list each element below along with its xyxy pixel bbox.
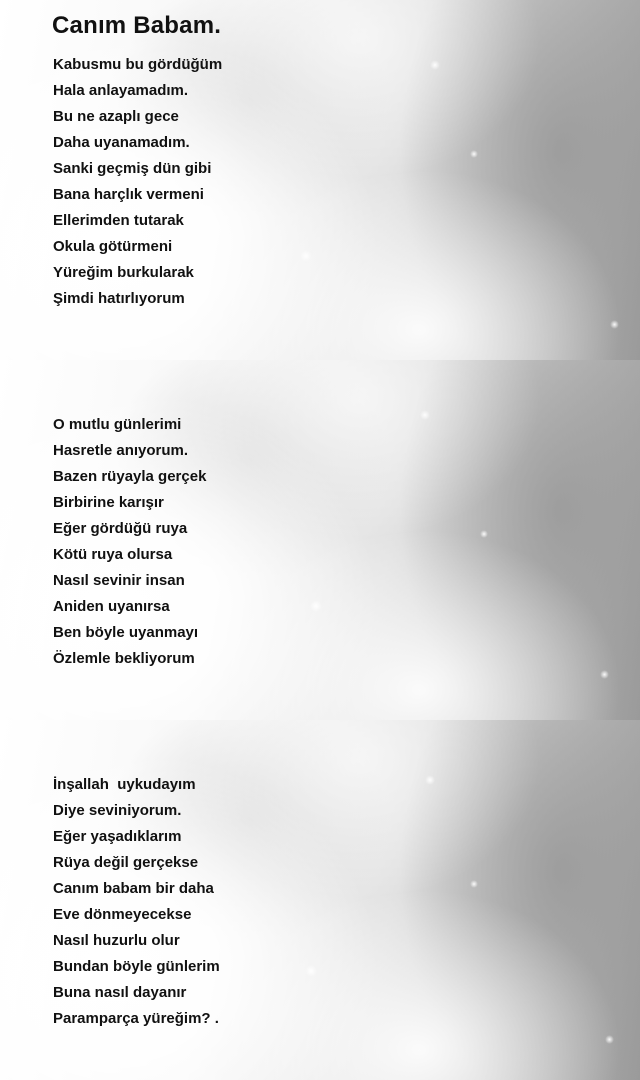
bokeh-light — [300, 250, 312, 262]
poem-line: Okula götürmeni — [53, 238, 173, 255]
poem-line: Nasıl sevinir insan — [53, 572, 185, 589]
bokeh-light — [470, 880, 478, 888]
poem-line: O mutlu günlerimi — [53, 416, 182, 433]
poem-panel-3 — [0, 720, 640, 1080]
poem-line: Ben böyle uyanmayı — [53, 624, 199, 641]
bokeh-light — [480, 530, 488, 538]
poem-line: Hasretle anıyorum. — [53, 442, 189, 459]
poem-line: Ellerimden tutarak — [53, 212, 184, 229]
poem-line: Bana harçlık vermeni — [53, 186, 204, 203]
poem-line: Paramparça yüreğim? . — [53, 1010, 219, 1027]
bokeh-light — [420, 410, 430, 420]
bokeh-light — [610, 320, 619, 329]
stanza-2 — [53, 412, 206, 672]
poem-line: Buna nasıl dayanır — [53, 984, 187, 1001]
bokeh-light — [310, 600, 322, 612]
bokeh-light — [470, 150, 478, 158]
poem-line: İnşallah uykudayım — [53, 776, 196, 793]
bokeh-light — [305, 965, 317, 977]
poem-line: Diye seviniyorum. — [53, 802, 182, 819]
poem-line: Eve dönmeyecekse — [53, 906, 192, 923]
bokeh-light — [425, 775, 435, 785]
poem-panel-2 — [0, 360, 640, 720]
poem-line: Bundan böyle günlerim — [53, 958, 220, 975]
bokeh-light — [430, 60, 440, 70]
poem-line: Bu ne azaplı gece — [53, 108, 179, 125]
poem-line: Bazen rüyayla gerçek — [53, 468, 207, 485]
poem-line: Aniden uyanırsa — [53, 598, 170, 615]
poem-line: Eğer gördüğü ruya — [53, 520, 188, 537]
poem-panel-1 — [0, 0, 640, 360]
poem-line: Daha uyanamadım. — [53, 134, 190, 151]
poem-line: Eğer yaşadıklarım — [53, 828, 182, 845]
stanza-3 — [53, 772, 220, 1032]
poem-line: Kötü ruya olursa — [53, 546, 173, 563]
bokeh-light — [600, 670, 609, 679]
bokeh-light — [605, 1035, 614, 1044]
poem-line: Birbirine karışır — [53, 494, 164, 511]
poem-line: Yüreğim burkularak — [53, 264, 194, 281]
poem-line: Sanki geçmiş dün gibi — [53, 160, 212, 177]
poem-title: Canım Babam. — [52, 12, 222, 39]
stanza-1 — [53, 52, 222, 312]
poem-line: Nasıl huzurlu olur — [53, 932, 180, 949]
poem-line: Hala anlayamadım. — [53, 82, 189, 99]
poem-line: Özlemle bekliyorum — [53, 650, 195, 667]
poem-line: Rüya değil gerçekse — [53, 854, 199, 871]
poem-line: Kabusmu bu gördüğüm — [53, 56, 223, 73]
poem-line: Şimdi hatırlıyorum — [53, 290, 185, 307]
poem-line: Canım babam bir daha — [53, 880, 214, 897]
